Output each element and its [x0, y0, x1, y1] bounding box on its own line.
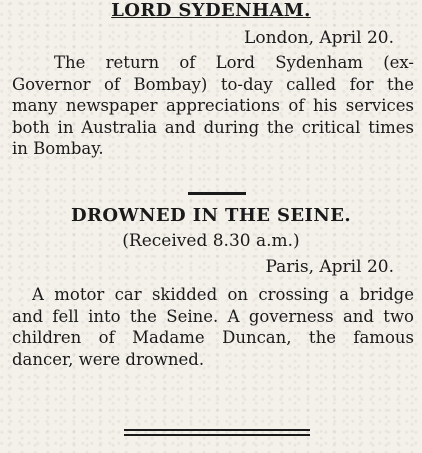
received-time: (Received 8.30 a.m.): [122, 231, 300, 251]
end-rule: [124, 429, 310, 431]
end-rule: [124, 434, 310, 436]
article-headline: DROWNED IN THE SEINE.: [70, 205, 352, 226]
section-divider: [188, 192, 246, 195]
article-body: A motor car skidded on crossing a bridge and fell into the Seine. A governess and two children of Madame Duncan, the famous dancer, were drowned.: [12, 285, 414, 369]
article-dateline: London, April 20.: [244, 28, 394, 48]
article-headline: LORD SYDENHAM.: [111, 0, 311, 21]
article-body: The return of Lord Sydenham (ex-Governor of Bombay) to-day called for the many newspaper appreciations of his services both in Australia and during the critical times in Bombay.: [12, 53, 414, 158]
article-dateline: Paris, April 20.: [265, 257, 394, 277]
